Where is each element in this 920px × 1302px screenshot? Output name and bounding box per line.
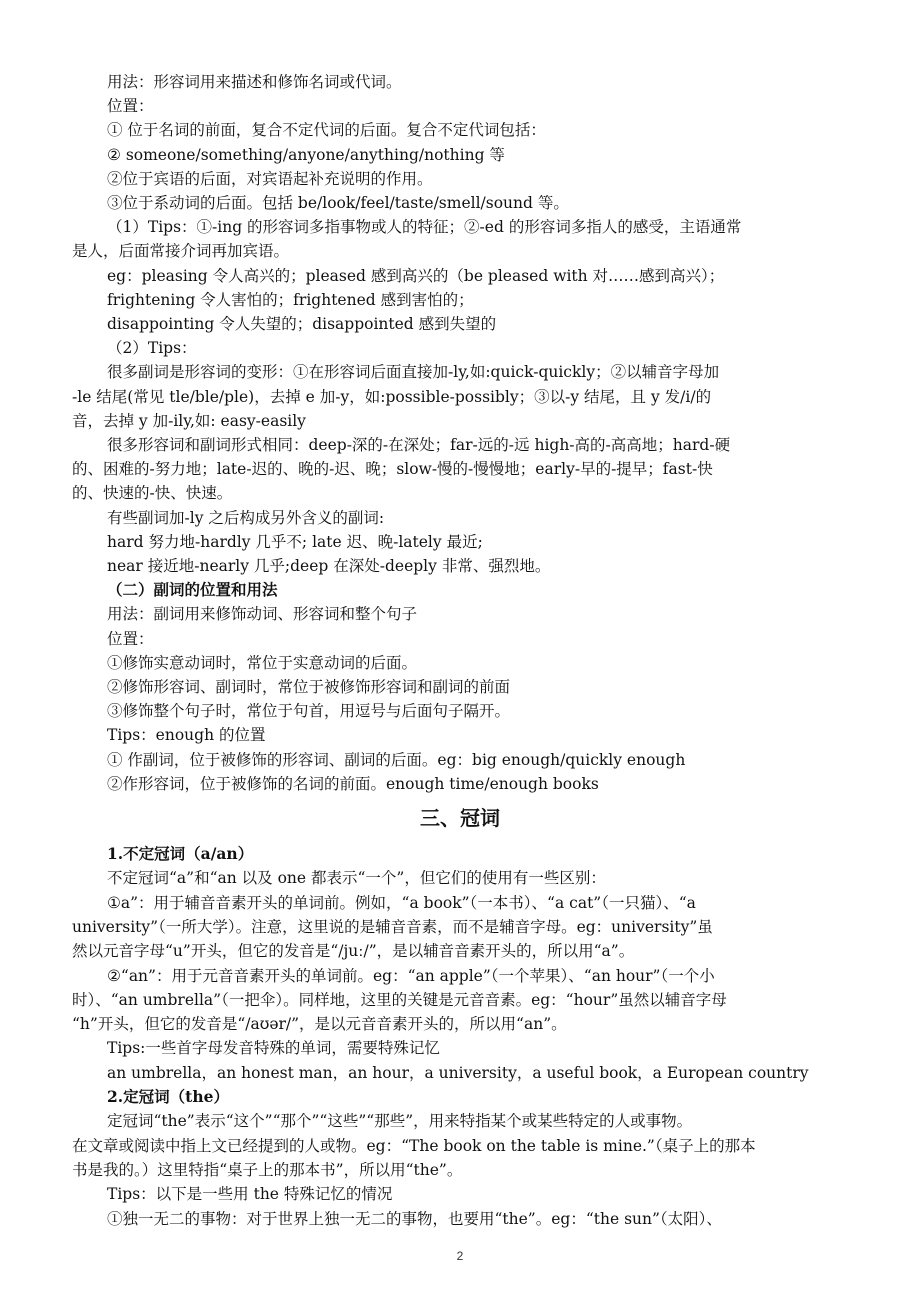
text-line: ③修饰整个句子时，常位于句首，用逗号与后面句子隔开。 xyxy=(107,702,511,721)
text-line: 用法：形容词用来描述和修饰名词或代词。 xyxy=(107,73,402,91)
text-line: ① 作副词，位于被修饰的形容词、副词的后面。eg：big enough/quickly enough xyxy=(107,750,686,769)
text-line: ②位于宾语的后面，对宾语起补充说明的作用。 xyxy=(107,169,433,188)
text-line: 在文章或阅读中指上文已经提到的人或物。eg：“The book on the table is mine.”（桌子上的那本 xyxy=(72,1136,756,1155)
text-line: （二）副词的位置和用法 xyxy=(107,580,278,600)
text-line: -le 结尾(常见 tle/ble/ple)，去掉 e 加-y，如:possible-possibly；③以-y 结尾，且 y 发/i/的 xyxy=(72,387,712,406)
text-line: 不定冠词“a”和“an 以及 one 都表示“一个”，但它们的使用有一些区别： xyxy=(107,869,606,888)
text-line: ③位于系动词的后面。包括 be/look/feel/taste/smell/sound 等。 xyxy=(107,194,569,212)
text-line: 位置： xyxy=(107,629,154,648)
text-line: ①a”：用于辅音音素开头的单词前。例如，“a book”（一本书）、“a cat”（一只猫）、“a xyxy=(107,893,696,912)
text-line: ① 位于名词的前面，复合不定代词的后面。复合不定代词包括： xyxy=(107,121,546,140)
text-line: Tips：enough 的位置 xyxy=(107,726,266,745)
text-line: Tips：以下是一些用 the 特殊记忆的情况 xyxy=(107,1185,393,1204)
text-line: ②修饰形容词、副词时，常位于被修饰形容词和副词的前面 xyxy=(107,678,511,696)
text-line: 1.不定冠词（a/an） xyxy=(107,844,254,863)
text-line: 的、快速的-快、快速。 xyxy=(72,484,233,503)
section-heading-articles: 三、冠词 xyxy=(420,806,500,830)
text-line: ①独一无二的事物：对于世界上独一无二的事物，也要用“the”。eg：“the sun”（太阳）、 xyxy=(107,1209,722,1228)
text-line: disappointing 令人失望的；disappointed 感到失望的 xyxy=(107,315,497,333)
text-line: an umbrella，an honest man，an hour，a university，a useful book，a European country xyxy=(107,1063,809,1082)
text-line: eg：pleasing 令人高兴的；pleased 感到高兴的（be pleased with 对……感到高兴）； xyxy=(107,266,725,285)
text-line: ② someone/something/anyone/anything/nothing 等 xyxy=(107,145,505,164)
text-line: 定冠词“the”表示“这个”“那个”“这些”“那些”，用来特指某个或某些特定的人或事物。 xyxy=(107,1112,693,1131)
text-line: 用法：副词用来修饰动词、形容词和整个句子 xyxy=(107,605,418,624)
text-line: Tips:一些首字母发音特殊的单词，需要特殊记忆 xyxy=(107,1039,440,1058)
text-line: frightening 令人害怕的；frightened 感到害怕的； xyxy=(107,290,474,309)
text-line: 是人，后面常接介词再加宾语。 xyxy=(72,242,290,261)
text-line: 书是我的。）这里特指“桌子上的那本书”，所以用“the”。 xyxy=(72,1160,463,1179)
text-line: hard 努力地-hardly 几乎不; late 迟、晚-lately 最近; xyxy=(107,532,483,551)
text-line: 很多形容词和副词形式相同：deep-深的-在深处；far-远的-远 high-高的-高高地；hard-硬 xyxy=(107,436,731,454)
text-line: ①修饰实意动词时，常位于实意动词的后面。 xyxy=(107,653,418,672)
text-line: （2）Tips： xyxy=(107,339,197,358)
text-line: 的、困难的-努力地；late-迟的、晚的-迟、晚；slow-慢的-慢慢地；early-早的-提早；fast-快 xyxy=(72,460,713,479)
text-line: （1）Tips：①-ing 的形容词多指事物或人的特征；②-ed 的形容词多指人的感受，主语通常 xyxy=(107,218,742,237)
text-line: “h”开头，但它的发音是“/aʊər/”，是以元音音素开头的，所以用“an”。 xyxy=(72,1015,567,1034)
text-line: university”（一所大学）。注意，这里说的是辅音音素，而不是辅音字母。eg：university”虽 xyxy=(72,917,713,936)
text-line: 有些副词加-ly 之后构成另外含义的副词: xyxy=(107,508,385,527)
text-line: 然以元音字母“u”开头，但它的发音是“/juː/”，是以辅音音素开头的，所以用“a”。 xyxy=(72,942,635,961)
text-line: 2.定冠词（the） xyxy=(107,1087,229,1106)
text-line: 时）、“an umbrella”（一把伞）。同样地，这里的关键是元音音素。eg：“hour”虽然以辅音字母 xyxy=(72,990,727,1009)
text-line: 位置： xyxy=(107,97,154,116)
page-number: 2 xyxy=(456,1249,464,1263)
text-line: 音，去掉 y 加-ily,如: easy-easily xyxy=(72,411,306,430)
text-line: ②作形容词，位于被修饰的名词的前面。enough time/enough books xyxy=(107,774,599,793)
text-line: near 接近地-nearly 几乎;deep 在深处-deeply 非常、强烈地。 xyxy=(107,557,551,575)
text-line: ②“an”：用于元音音素开头的单词前。eg：“an apple”（一个苹果）、“an hour”（一个小 xyxy=(107,966,715,985)
text-line: 很多副词是形容词的变形：①在形容词后面直接加-ly,如:quick-quickly；②以辅音字母加 xyxy=(107,363,720,382)
